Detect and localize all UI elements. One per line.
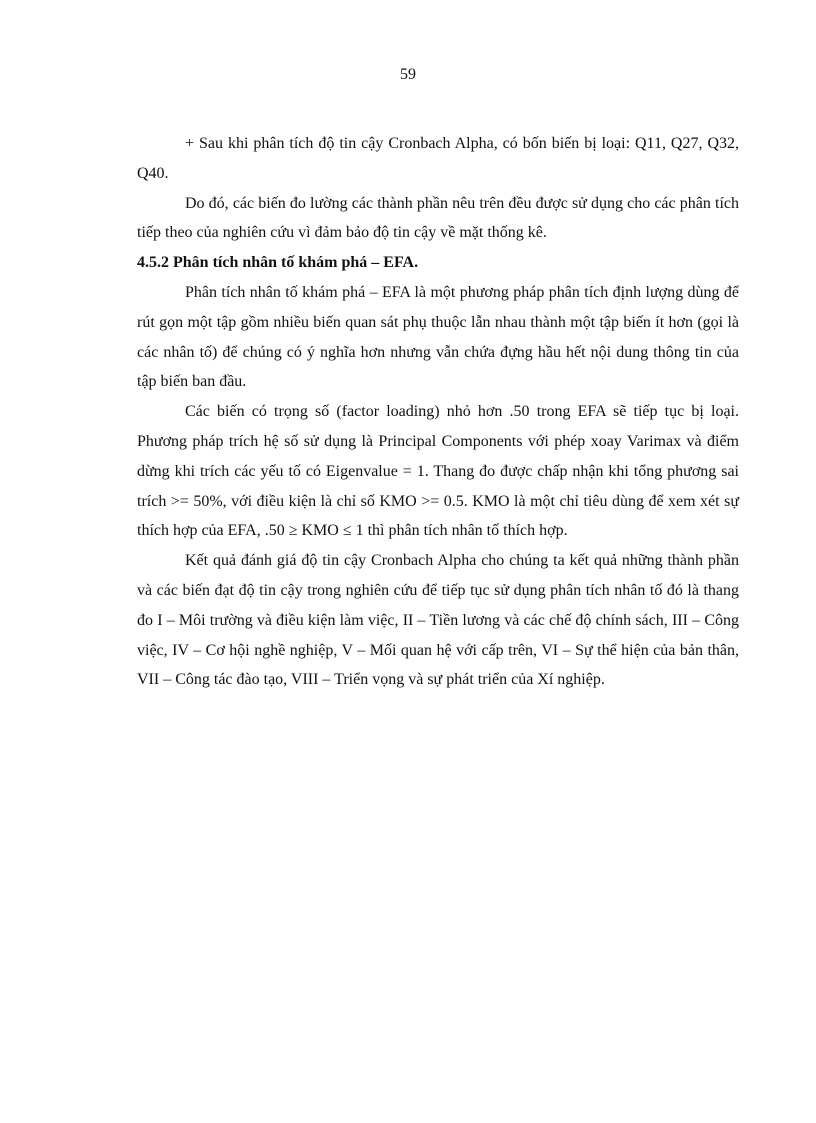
paragraph-reliability-conclusion: Do đó, các biến đo lường các thành phần nêu trên đều được sử dụng cho các phân tích tiếp theo của nghiên cứu vì đảm bảo độ tin cậy về mặt thống kê. — [137, 194, 739, 242]
section-heading-efa: 4.5.2 Phân tích nhân tố khám phá – EFA. — [137, 254, 419, 272]
paragraph-efa-criteria: Các biến có trọng số (factor loading) nhỏ hơn .50 trong EFA sẽ tiếp tục bị loại. Phương pháp trích hệ số sử dụng là Principal Components với phép xoay Varimax và điểm dừng khi trích các yếu tố có Eigenvalue = 1. Thang đo được chấp nhận khi tổng phương sai trích >= 50%, với điều kiện là chỉ số KMO >= 0.5. KMO là một chỉ tiêu dùng để xem xét sự thích hợp của EFA, .50 ≥ KMO ≤ 1 thì phân tích nhân tố thích hợp. — [137, 403, 739, 540]
paragraph-efa-definition: Phân tích nhân tố khám phá – EFA là một phương pháp phân tích định lượng dùng để rút gọn một tập gồm nhiều biến quan sát phụ thuộc lẫn nhau thành một tập biến ít hơn (gọi là các nhân tố) để chúng có ý nghĩa hơn nhưng vẫn chứa đựng hầu hết nội dung thông tin của tập biến ban đầu. — [137, 283, 739, 391]
paragraph-reliability-results: Kết quả đánh giá độ tin cậy Cronbach Alpha cho chúng ta kết quả những thành phần và các biến đạt độ tin cậy trong nghiên cứu để tiếp tục sử dụng phân tích nhân tố đó là thang đo I – Môi trường và điều kiện làm việc, II – Tiền lương và các chế độ chính sách, III – Công việc, IV – Cơ hội nghề nghiệp, V – Mối quan hệ với cấp trên, VI – Sự thể hiện của bản thân, VII – Công tác đào tạo, VIII – Triển vọng và sự phát triển của Xí nghiệp. — [137, 552, 739, 689]
page-content — [137, 129, 739, 695]
paragraph-removed-variables: + Sau khi phân tích độ tin cậy Cronbach Alpha, có bốn biến bị loại: Q11, Q27, Q32, Q40. — [137, 135, 739, 182]
page-number: 59 — [400, 66, 416, 83]
